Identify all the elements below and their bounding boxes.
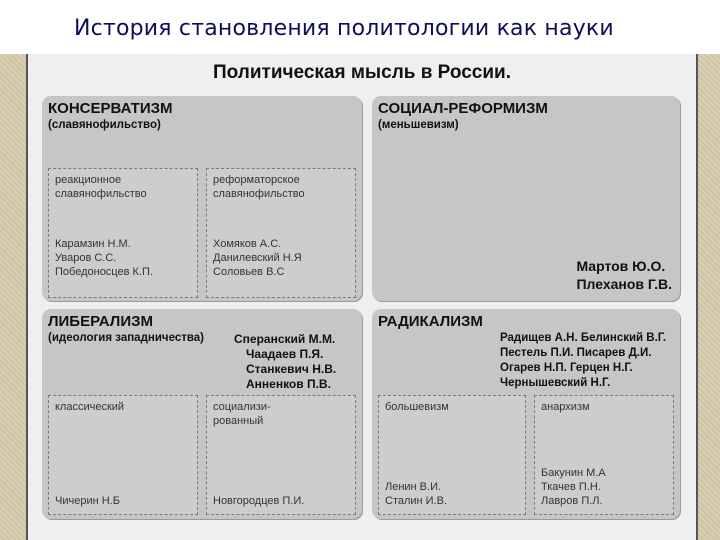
name-item: Соловьев В.С (213, 266, 285, 278)
name-item: Карамзин Н.М. (55, 238, 131, 250)
reformist-slavophilism-label: реформаторское славянофильство (213, 174, 305, 200)
radicalism-names (500, 331, 666, 391)
liberalism-subtitle: (идеология западничества) (48, 332, 204, 344)
name-item: Мартов Ю.О. (576, 258, 666, 274)
classical-liberalism-box (48, 395, 198, 515)
name-item: Чернышевский Н.Г. (500, 377, 611, 389)
name-item: Пестель П.И. Писарев Д.И. (500, 347, 652, 359)
name-item: Чаадаев П.Я. (246, 347, 324, 361)
reformist-slavophilism-box (206, 168, 356, 298)
reformist-slavophilism-names (213, 237, 302, 279)
anarchism-names (541, 466, 606, 508)
social-reformism-block (372, 96, 680, 301)
conservatism-title: КОНСЕРВАТИЗМ (48, 100, 173, 117)
name-item: Победоносцев К.П. (55, 266, 153, 278)
diagram-frame (26, 54, 698, 540)
name-item: Анненков П.В. (246, 377, 331, 391)
socialized-liberalism-box (206, 395, 356, 515)
social-reformism-title: СОЦИАЛ-РЕФОРМИЗМ (378, 100, 548, 117)
name-item: Ленин В.И. (385, 481, 442, 493)
liberalism-title: ЛИБЕРАЛИЗМ (48, 313, 153, 330)
bolshevism-box (378, 395, 526, 515)
social-reformism-names (576, 257, 672, 293)
classical-liberalism-names (55, 494, 120, 508)
social-reformism-subtitle: (меньшевизм) (378, 119, 459, 131)
conservatism-subtitle: (славянофильство) (48, 119, 161, 131)
anarchism-box (534, 395, 674, 515)
liberalism-names (234, 332, 336, 392)
diagram-title: Политическая мысль в России. (212, 62, 512, 83)
name-item: Радищев А.Н. Белинский В.Г. (500, 332, 667, 344)
conservatism-block (42, 96, 362, 301)
anarchism-label: анархизм (541, 401, 590, 413)
liberalism-block (42, 309, 362, 519)
bolshevism-label: большевизм (385, 401, 449, 413)
name-item: Чичерин Н.Б (55, 495, 120, 507)
reactionary-slavophilism-label: реакционное славянофильство (55, 174, 147, 200)
name-item: Уваров С.С. (55, 252, 117, 264)
name-item: Сперанский М.М. (234, 332, 336, 346)
slide-title: История становления политологии как науки (74, 16, 614, 41)
bolshevism-names (385, 480, 447, 508)
frame-border-left (0, 54, 26, 540)
name-item: Новгородцев П.И. (213, 495, 305, 507)
name-item: Огарев Н.П. Герцен Н.Г. (500, 362, 633, 374)
name-item: Лавров П.Л. (541, 495, 603, 507)
name-item: Ткачев П.Н. (541, 481, 601, 493)
reactionary-slavophilism-box (48, 168, 198, 298)
reactionary-slavophilism-names (55, 237, 153, 279)
name-item: Станкевич Н.В. (246, 362, 337, 376)
name-item: Бакунин М.А (541, 467, 606, 479)
socialized-liberalism-names (213, 494, 304, 508)
name-item: Сталин И.В. (385, 495, 448, 507)
name-item: Данилевский Н.Я (213, 252, 302, 264)
name-item: Хомяков А.С. (213, 238, 282, 250)
radicalism-title: РАДИКАЛИЗМ (378, 313, 483, 330)
classical-liberalism-label: классический (55, 401, 125, 413)
name-item: Плеханов Г.В. (576, 276, 672, 292)
radicalism-block (372, 309, 680, 519)
socialized-liberalism-label: социализи- рованный (213, 401, 271, 427)
